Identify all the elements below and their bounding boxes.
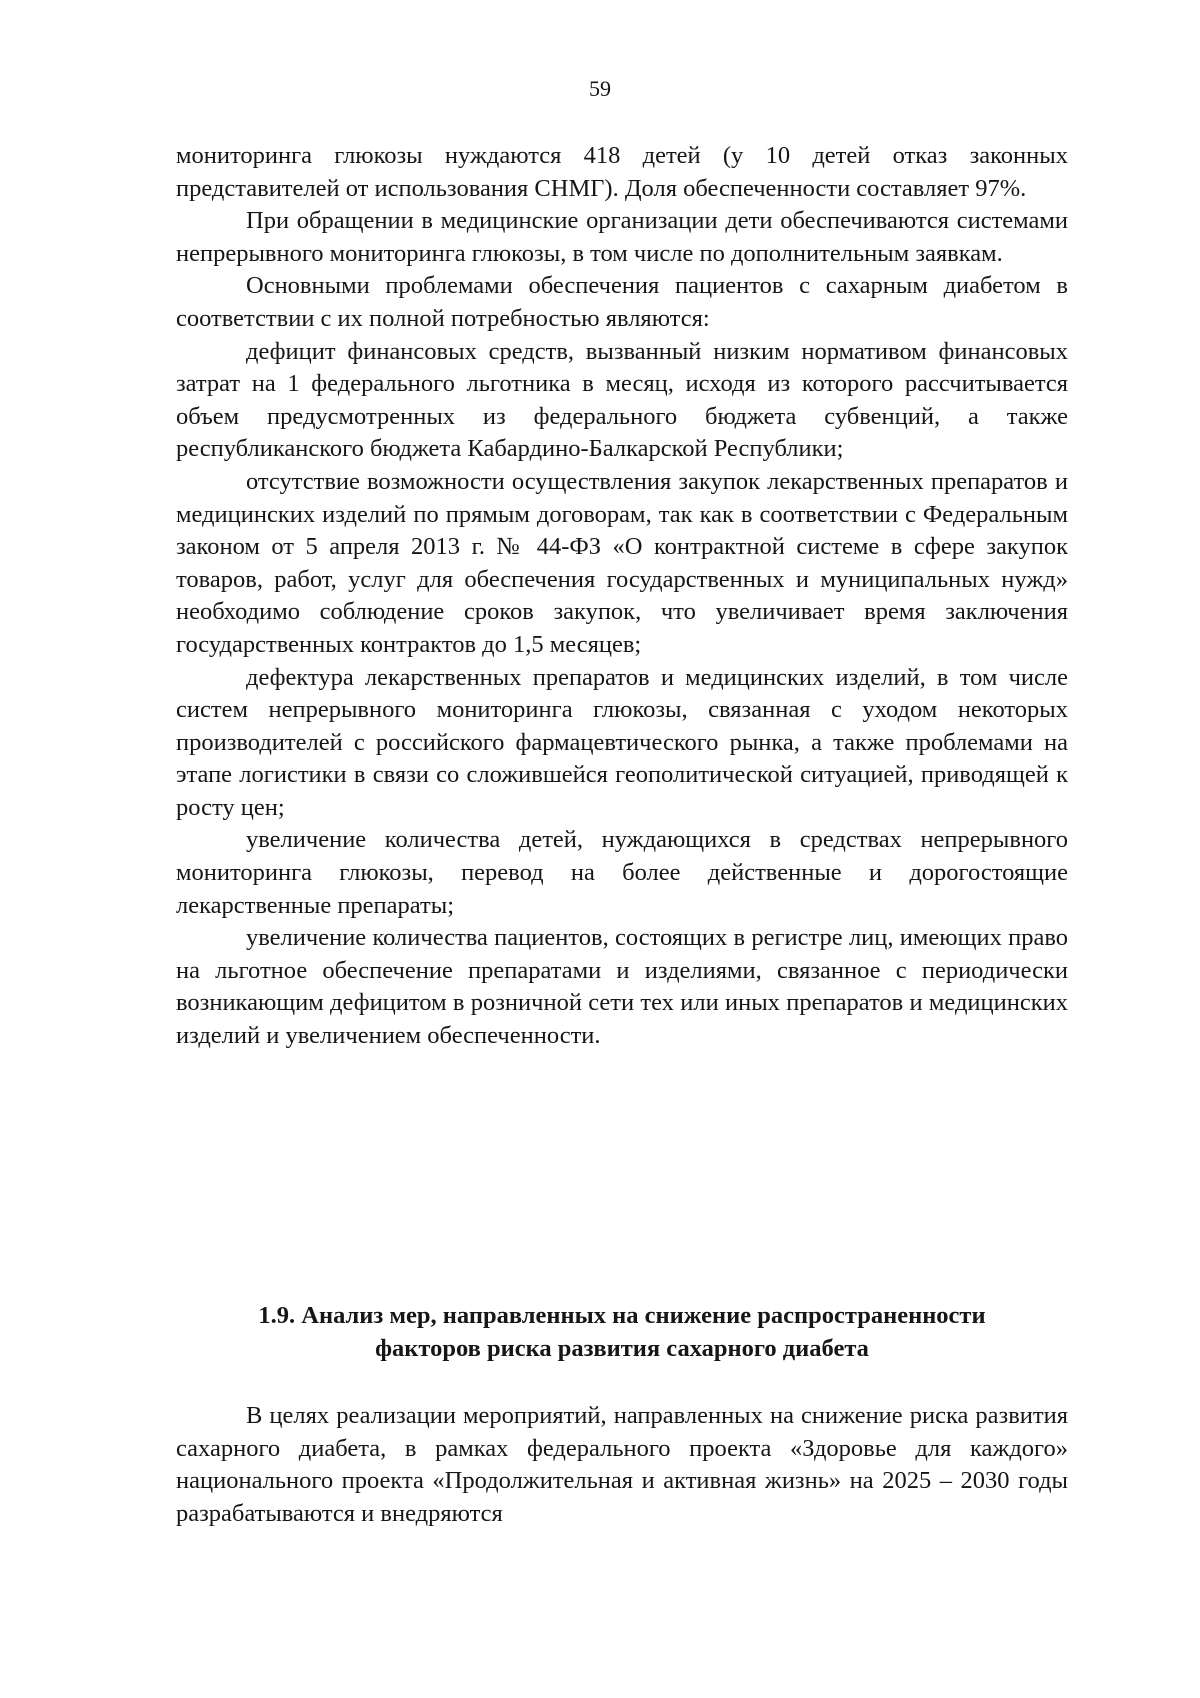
- paragraph-6: дефектура лекарственных препаратов и медицинских изделий, в том числе систем непрерывного мониторинга глюкозы, связанная с уходом некоторых производителей с российского фармацевтического рынка, а также проблемами на этапе логистики в связи со сложившейся геополитической ситуацией, приводящей к росту цен;: [176, 663, 1068, 821]
- section-heading-line-2: факторов риска развития сахарного диабета: [375, 1334, 869, 1362]
- paragraph-3: Основными проблемами обеспечения пациентов с сахарным диабетом в соответствии с их полной потребностью являются:: [176, 272, 1068, 332]
- section-heading-line-1: 1.9. Анализ мер, направленных на снижение распространенности: [258, 1302, 986, 1329]
- paragraph-8: увеличение количества пациентов, состоящих в регистре лиц, имеющих право на льготное обеспечение препаратами и изделиями, связанное с периодически возникающим дефицитом в розничной сети тех или иных препаратов и медицинских изделий и увеличением обеспеченности.: [176, 924, 1068, 1050]
- paragraph-5: отсутствие возможности осуществления закупок лекарственных препаратов и медицинских изделий по прямым договорам, так как в соответствии с Федеральным законом от 5 апреля 2013 г. № 44-ФЗ «О контрактной системе в сфере закупок товаров, работ, услуг для обеспечения государственных и муниципальных нужд» необходимо соблюдение сроков закупок, что увеличивает время заключения государственных контрактов до 1,5 месяцев;: [176, 467, 1068, 658]
- paragraph-1: мониторинга глюкозы нуждаются 418 детей (у 10 детей отказ законных представителей от использования СНМГ). Доля обеспеченности составляет 97%.: [176, 142, 1068, 202]
- paragraph-7: увеличение количества детей, нуждающихся в средствах непрерывного мониторинга глюкозы, перевод на более действенные и дорогостоящие лекарственные препараты;: [176, 826, 1068, 919]
- body-text-bottom: [176, 1400, 1068, 1530]
- paragraph-4: дефицит финансовых средств, вызванный низким нормативом финансовых затрат на 1 федерального льготника в месяц, исходя из которого рассчитывается объем предусмотренных из федерального бюджета субвенций, а также республиканского бюджета Кабардино-Балкарской Республики;: [176, 337, 1068, 463]
- page-number: 59: [589, 76, 611, 101]
- paragraph-9: В целях реализации мероприятий, направленных на снижение риска развития сахарного диабета, в рамках федерального проекта «Здоровье для каждого» национального проекта «Продолжительная и активная жизнь» на 2025 – 2030 годы разрабатываются и внедряются: [176, 1402, 1068, 1527]
- paragraph-2: При обращении в медицинские организации дети обеспечиваются системами непрерывного мониторинга глюкозы, в том числе по дополнительным заявкам.: [176, 207, 1068, 267]
- section-heading: [176, 1300, 1068, 1365]
- body-text-top: [176, 140, 1068, 1053]
